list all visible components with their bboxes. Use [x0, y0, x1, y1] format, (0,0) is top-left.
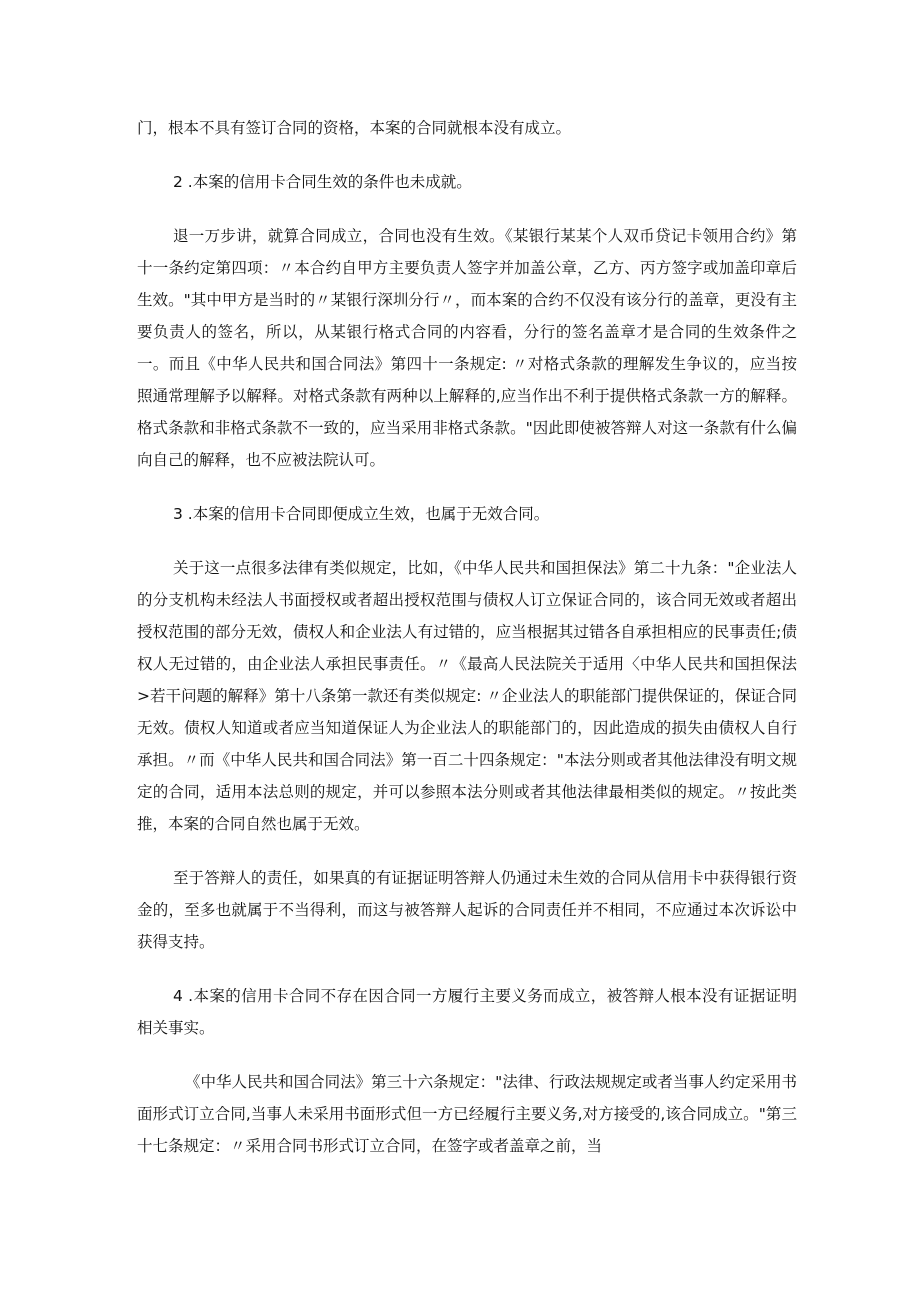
document-page [137, 112, 797, 1162]
paragraph-respondent-liability: 至于答辩人的责任，如果真的有证据证明答辩人仍通过未生效的合同从信用卡中获得银行资金的，至多也就属于不当得利，而这与被答辩人起诉的合同责任并不相同，不应通过本次诉讼中获得支持。 [137, 869, 797, 951]
paragraph-continuation: 门，根本不具有签订合同的资格，本案的合同就根本没有成立。 [137, 119, 572, 137]
paragraph-contract-not-effective: 退一万步讲，就算合同成立，合同也没有生效。《某银行某某个人双币贷记卡领用合约》第十一条约定第四项：〃本合约自甲方主要负责人签字并加盖公章，乙方、丙方签字或加盖印章后生效。"其中甲方是当时的〃某银行深圳分行〃，而本案的合约不仅没有该分行的盖章，更没有主要负责人的签名，所以，从某银行格式合同的内容看，分行的签名盖章才是合同的生效条件之一。而且《中华人民共和国合同法》第四十一条规定: 〃对格式条款的理解发生争议的，应当按照通常理解予以解释。对格式条款有两种以上解释的,应当作出不利于提供格式条款一方的解释。格式条款和非格式条款不一致的，应当采用非格式条款。"因此即使被答辩人对这一条款有什么偏向自己的解释，也不应被法院认可。 [137, 227, 797, 469]
section-heading-3: 3 .本案的信用卡合同即便成立生效，也属于无效合同。 [173, 505, 550, 523]
section-heading-2: 2 .本案的信用卡合同生效的条件也未成就。 [173, 173, 472, 191]
section-heading-4: 4 .本案的信用卡合同不存在因合同一方履行主要义务而成立，被答辩人根本没有证据证明相关事实。 [137, 987, 797, 1037]
paragraph-guarantee-law: 关于这一点很多法律有类似规定，比如，《中华人民共和国担保法》第二十九条："企业法人的分支机构未经法人书面授权或者超出授权范围与债权人订立保证合同的，该合同无效或者超出授权范围的部分无效，债权人和企业法人有过错的，应当根据其过错各自承担相应的民事责任;债权人无过错的，由企业法人承担民事责任。〃《最高人民法院关于适用〈中华人民共和国担保法>若干问题的解释》第十八条第一款还有类似规定: 〃企业法人的职能部门提供保证的，保证合同无效。债权人知道或者应当知道保证人为企业法人的职能部门的，因此造成的损失由债权人自行承担。〃而《中华人民共和国合同法》第一百二十四条规定："本法分则或者其他法律没有明文规定的合同，适用本法总则的规定，并可以参照本法分则或者其他法律最相类似的规定。〃按此类推，本案的合同自然也属于无效。 [137, 559, 797, 833]
paragraph-contract-law-36: 《中华人民共和国合同法》第三十六条规定："法律、行政法规规定或者当事人约定采用书面形式订立合同,当事人未采用书面形式但一方已经履行主要义务,对方接受的,该合同成立。"第三十七条规定：〃采用合同书形式订立合同，在签字或者盖章之前，当 [137, 1073, 797, 1155]
